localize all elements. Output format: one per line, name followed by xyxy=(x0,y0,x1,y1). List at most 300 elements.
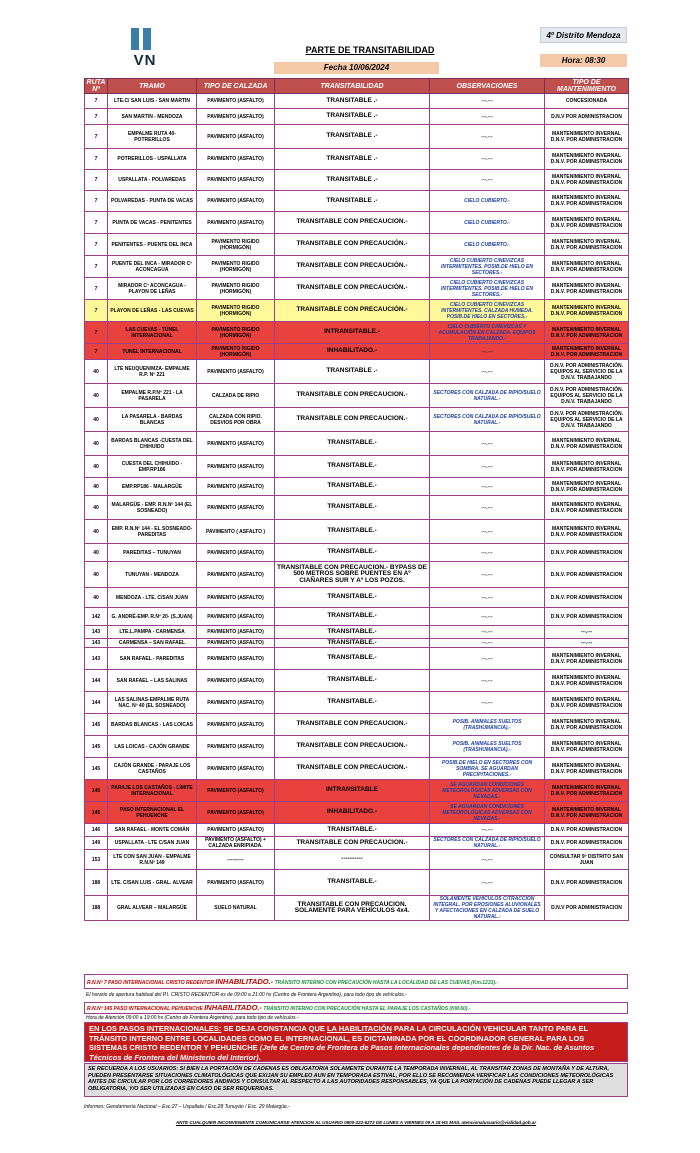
section-cell: TUNUYAN - MENDOZA xyxy=(108,562,197,588)
table-row xyxy=(85,639,629,648)
note-pehuenche-status: INHABILITADO.- xyxy=(204,1003,262,1012)
transitability-cell: TRANSITABLE .- xyxy=(275,360,430,384)
transitability-cell: INHABILITADO.- xyxy=(275,344,430,360)
observations-cell: ---.--- xyxy=(430,562,545,588)
surface-cell: PAVIMENTO ( ASFALTO ) xyxy=(197,520,275,544)
note-cristo-redentor-status: INHABILITADO.- xyxy=(215,977,274,986)
table-row xyxy=(85,896,629,921)
surface-cell: PAVIMENTO RIGIDO (HORMIGÓN) xyxy=(197,278,275,300)
section-cell: LTE NEUQUEN/MZA- EMPALME R.P. Nº 221 xyxy=(108,360,197,384)
surface-cell: PAVIMENTO RIGIDO (HORMIGÓN) xyxy=(197,256,275,278)
transitability-cell: TRANSITABLE CON PRECAUCION.- xyxy=(275,384,430,408)
district-label: 4º Distrito Mendoza xyxy=(540,27,627,43)
transitability-cell: TRANSITABLE CON PRECAUCIÓN.- xyxy=(275,300,430,322)
section-cell: GRAL ALVEAR – MALARGÜE xyxy=(108,896,197,921)
observations-cell: ---.--- xyxy=(430,648,545,670)
maintenance-cell: D.N.V. POR ADMINISTRACION xyxy=(545,588,629,608)
route-cell: 40 xyxy=(85,520,108,544)
surface-cell: CALZADA CON RIPIO. DESVIOS POR OBRA xyxy=(197,408,275,432)
observations-cell: CIELO CUBIERTO.- xyxy=(430,234,545,256)
surface-cell: PAVIMENTO (ASFALTO) xyxy=(197,170,275,191)
vialidad-logo xyxy=(128,28,162,70)
report-header xyxy=(0,0,700,78)
transitability-cell: TRANSITABLE CON PRECAUCION.- xyxy=(275,758,430,780)
transitability-cell: TRANSITABLE CON PRECAUCION. SOLAMENTE PARA VEHÍCULOS 4x4. xyxy=(275,896,430,921)
maintenance-cell: MANTENIMIENTO INVERNAL D.N.V. POR ADMINISTRACION xyxy=(545,170,629,191)
table-row xyxy=(85,758,629,780)
section-cell: CUESTA DEL CHIHUIDO - EMP.RP186 xyxy=(108,456,197,478)
maintenance-cell: D.N.V. POR ADMINISTRACION xyxy=(545,870,629,896)
section-cell: SAN RAFAEL - PAREDITAS xyxy=(108,648,197,670)
observations-cell: CIELO CUBIERTO C/NEVIZCAS INTERMITENTES. POSIB.DE HIELO EN SECTORES.- xyxy=(430,256,545,278)
maintenance-cell: CONCESIONADA xyxy=(545,94,629,109)
surface-cell: PAVIMENTO (ASFALTO) xyxy=(197,626,275,639)
route-cell: 146 xyxy=(85,824,108,837)
note-pehuenche-hours: Hora de Atención 09:00 a 19:00 hs (Centro de Frontera Argentino), para todo tipo de vehículos.- xyxy=(86,1015,299,1021)
surface-cell: PAVIMENTO (ASFALTO) xyxy=(197,212,275,234)
table-row xyxy=(85,626,629,639)
maintenance-cell: MANTENIMIENTO INVERNAL D.N.V. POR ADMINISTRACION xyxy=(545,344,629,360)
transitability-cell: INTRANSITABLE.- xyxy=(275,322,430,344)
observations-cell: POSIB. ANIMALES SUELTOS (TRASHUMANCIA).- xyxy=(430,714,545,736)
route-cell: 40 xyxy=(85,384,108,408)
transitability-cell: TRANSITABLE.- xyxy=(275,648,430,670)
route-cell: 40 xyxy=(85,456,108,478)
observations-cell: ---.--- xyxy=(430,170,545,191)
route-cell: 40 xyxy=(85,360,108,384)
table-row xyxy=(85,648,629,670)
maintenance-cell: ---.--- xyxy=(545,639,629,648)
route-cell: 40 xyxy=(85,432,108,456)
observations-cell: ---.--- xyxy=(430,456,545,478)
observations-cell: CIELO CUBIERTO C/NEVIZCAS INTERMITENTES. POSIB.DE HIELO EN SECTORES.- xyxy=(430,278,545,300)
section-cell: POLVAREDAS - PUNTA DE VACAS xyxy=(108,191,197,212)
section-cell: PLAYON DE LEÑAS - LAS CUEVAS xyxy=(108,300,197,322)
table-row xyxy=(85,588,629,608)
note-cristo-redentor-route: R.N.Nº 7 PASO INTERNACIONAL CRISTO REDENTOR xyxy=(87,980,216,986)
section-cell: MALARGÜE - EMP. R.N.Nº 144 (EL SOSNEADO) xyxy=(108,496,197,520)
maintenance-cell: D.N.V. POR ADMINISTRACION xyxy=(545,544,629,562)
route-cell: 7 xyxy=(85,149,108,170)
table-row xyxy=(85,109,629,125)
route-cell: 7 xyxy=(85,94,108,109)
transitability-cell: TRANSITABLE .- xyxy=(275,125,430,149)
note-passes-heading: EN LOS PASOS INTERNACIONALES: xyxy=(89,1024,222,1033)
section-cell: PAREDITAS – TUNUYAN xyxy=(108,544,197,562)
logo-text: VN xyxy=(133,52,157,69)
observations-cell: SOLAMENTE VEHÍCULOS C/TRACCIÓN INTEGRAL. POR EROSIONES ALUVIONALES Y AFECTACIONES EN CALZADA DE SUELO NATURAL.- xyxy=(430,896,545,921)
report-date: Fecha 10/06/2024 xyxy=(274,62,439,74)
transitability-cell: TRANSITABLE.- xyxy=(275,456,430,478)
maintenance-cell: D.N.V. POR ADMINISTRACIÓN. EQUIPOS AL SERVICIO DE LA D.N.V. TRABAJANDO xyxy=(545,408,629,432)
note-pehuenche-route: R.N.Nº 145 PASO INTERNACIONAL PEHUENCHE xyxy=(87,1006,205,1012)
observations-cell: ---.--- xyxy=(430,432,545,456)
table-body xyxy=(85,94,629,921)
maintenance-cell: MANTENIMIENTO INVERNAL D.N.V. POR ADMINISTRACION xyxy=(545,322,629,344)
surface-cell: PAVIMENTO (ASFALTO) + CALZADA ENRIPIADA. xyxy=(197,837,275,850)
note-passes-text-1: SE DEJA CONSTANCIA QUE xyxy=(221,1024,327,1033)
note-cristo-redentor-detail: TRÁNSITO INTERNO CON PRECAUCIÓN HASTA LA LOCALIDAD DE LAS CUEVAS (Km.1233).- xyxy=(273,980,499,986)
transitability-cell: TRANSITABLE CON PRECAUCION.- BYPASS DE 500 METROS SOBRE PUENTES EN Aº CIAÑARES SUR Y Aº LOS POZOS. xyxy=(275,562,430,588)
route-cell: 7 xyxy=(85,344,108,360)
table-row xyxy=(85,837,629,850)
col-transitabilidad: TRANSITABILIDAD xyxy=(275,79,430,94)
surface-cell: PAVIMENTO (ASFALTO) xyxy=(197,544,275,562)
section-cell: EMPALME R.P.Nº 221 - LA PASARELA xyxy=(108,384,197,408)
section-cell: MIRADOR Cº ACONCAGUA - PLAYON DE LEÑAS xyxy=(108,278,197,300)
transitability-cell: TRANSITABLE .- xyxy=(275,94,430,109)
surface-cell: PAVIMENTO (ASFALTO) xyxy=(197,191,275,212)
note-passes-text-2: PARA LA CIRCULACIÓN VEHICULAR TANTO PARA EL TRÁNSITO INTERNO ENTRE LOCALIDADES COMO EL INTERNACIONAL, ES DICTAMINADA POR EL COORDINADOR GENERAL PARA LOS SISTEMAS CRISTO REDENTOR Y PEHUENCHE xyxy=(89,1024,588,1052)
observations-cell: ---.--- xyxy=(430,520,545,544)
section-cell: PASO INTERNACIONAL EL PEHUENCHE xyxy=(108,802,197,824)
col-tramo: TRAMO xyxy=(108,79,197,94)
table-row xyxy=(85,478,629,496)
maintenance-cell: D.N.V. POR ADMINISTRACIÓN. EQUIPOS AL SERVICIO DE LA D.N.V. TRABAJANDO xyxy=(545,384,629,408)
surface-cell: PAVIMENTO (ASFALTO) xyxy=(197,780,275,802)
note-contact[interactable]: ANTE CUALQUIER INCONVENIENTE COMUNICARSE ATENCION AL USUARIO 0800-222-6272 DE LUNES A VIERNES 09 A 18 HS MAIL atencionalusuario@vialidad.gob.ar xyxy=(175,1120,537,1125)
route-cell: 7 xyxy=(85,109,108,125)
section-cell: TUNEL INTERNACIONAL xyxy=(108,344,197,360)
observations-cell: ---.--- xyxy=(430,94,545,109)
observations-cell: ---.--- xyxy=(430,344,545,360)
route-cell: 143 xyxy=(85,648,108,670)
route-cell: 143 xyxy=(85,639,108,648)
table-row xyxy=(85,670,629,692)
transitability-cell: TRANSITABLE.- xyxy=(275,670,430,692)
surface-cell: PAVIMENTO RIGIDO (HORMIGÓN) xyxy=(197,322,275,344)
section-cell: BARDAS BLANCAS - LAS LOICAS xyxy=(108,714,197,736)
page-title: PARTE DE TRANSITABILIDAD xyxy=(305,45,435,55)
surface-cell: ---------- xyxy=(197,850,275,870)
surface-cell: PAVIMENTO (ASFALTO) xyxy=(197,648,275,670)
transitability-table xyxy=(84,78,629,921)
table-row xyxy=(85,870,629,896)
note-pehuenche xyxy=(84,1002,628,1014)
transitability-cell: TRANSITABLE .- xyxy=(275,191,430,212)
note-passes-end: . xyxy=(258,1052,261,1062)
maintenance-cell: MANTENIMIENTO INVERNAL D.N.V. POR ADMINISTRACION xyxy=(545,478,629,496)
maintenance-cell: MANTENIMIENTO INVERNAL D.N.V. POR ADMINISTRACION xyxy=(545,520,629,544)
transitability-cell: TRANSITABLE.- xyxy=(275,432,430,456)
observations-cell: POSIB.DE HIELO EN SECTORES CON SOMBRA. SE AGUARDAN PRECIPITACIONES.- xyxy=(430,758,545,780)
observations-cell: ---.--- xyxy=(430,588,545,608)
observations-cell: ---.--- xyxy=(430,109,545,125)
observations-cell: ---.--- xyxy=(430,125,545,149)
note-passes-habilitacion: LA HABILITACIÓN xyxy=(326,1024,392,1033)
table-row xyxy=(85,360,629,384)
table-row xyxy=(85,384,629,408)
col-observaciones: OBSERVACIONES xyxy=(430,79,545,94)
transitability-cell: TRANSITABLE.- xyxy=(275,870,430,896)
maintenance-cell: ---.--- xyxy=(545,626,629,639)
maintenance-cell: MANTENIMIENTO INVERNAL D.N.V. POR ADMINISTRACION xyxy=(545,496,629,520)
table-row xyxy=(85,802,629,824)
col-ruta: RUTA Nº xyxy=(85,79,108,94)
table-row xyxy=(85,432,629,456)
table-row xyxy=(85,170,629,191)
route-cell: 40 xyxy=(85,588,108,608)
maintenance-cell: MANTENIMIENTO INVERNAL D.N.V. POR ADMINISTRACION xyxy=(545,736,629,758)
section-cell: SAN RAFAEL - MONTE COMÁN xyxy=(108,824,197,837)
col-calzada: TIPO DE CALZADA xyxy=(197,79,275,94)
surface-cell: PAVIMENTO (ASFALTO) xyxy=(197,432,275,456)
route-cell: 7 xyxy=(85,212,108,234)
surface-cell: PAVIMENTO RIGIDO (HORMIGÓN) xyxy=(197,234,275,256)
route-cell: 145 xyxy=(85,758,108,780)
surface-cell: PAVIMENTO (ASFALTO) xyxy=(197,456,275,478)
maintenance-cell: MANTENIMIENTO INVERNAL D.N.V. POR ADMINISTRACION xyxy=(545,648,629,670)
transitability-cell: TRANSITABLE.- xyxy=(275,626,430,639)
section-cell: LTE.L.PAMPA - CARMENSA xyxy=(108,626,197,639)
transitability-cell: TRANSITABLE.- xyxy=(275,824,430,837)
maintenance-cell: CONSULTAR 9º DISTRITO SAN JUAN xyxy=(545,850,629,870)
observations-cell: ---.--- xyxy=(430,639,545,648)
table-row xyxy=(85,736,629,758)
route-cell: 7 xyxy=(85,170,108,191)
surface-cell: PAVIMENTO (ASFALTO) xyxy=(197,714,275,736)
note-international-passes xyxy=(84,1022,628,1062)
transitability-cell: TRANSITABLE CON PRECAUCION.- xyxy=(275,736,430,758)
table-row xyxy=(85,212,629,234)
table-row xyxy=(85,456,629,478)
route-cell: 7 xyxy=(85,322,108,344)
route-cell: 40 xyxy=(85,562,108,588)
maintenance-cell: MANTENIMIENTO INVERNAL D.N.V. POR ADMINISTRACION xyxy=(545,278,629,300)
observations-cell: CIELO CUBIERTO.- xyxy=(430,212,545,234)
surface-cell: PAVIMENTO (ASFALTO) xyxy=(197,360,275,384)
observations-cell: CIELO CUBIERTO C/NEVIZCAS INTERMITENTES. CALZADA HUMEDA. POSIB.DE HIELO EN SECTORES.- xyxy=(430,300,545,322)
maintenance-cell: MANTENIMIENTO INVERNAL D.N.V. POR ADMINISTRACION xyxy=(545,191,629,212)
table-row xyxy=(85,496,629,520)
surface-cell: PAVIMENTO (ASFALTO) xyxy=(197,692,275,714)
observations-cell: SECTORES CON CALZADA DE RIPIO/SUELO NATURAL.- xyxy=(430,384,545,408)
surface-cell: PAVIMENTO (ASFALTO) xyxy=(197,562,275,588)
transitability-cell: TRANSITABLE .- xyxy=(275,109,430,125)
section-cell: SAN RAFAEL – LAS SALINAS xyxy=(108,670,197,692)
route-cell: 153 xyxy=(85,850,108,870)
maintenance-cell: D.N.V POR ADMINISTRACION xyxy=(545,896,629,921)
surface-cell: PAVIMENTO (ASFALTO) xyxy=(197,870,275,896)
transitability-cell: TRANSITABLE.- xyxy=(275,639,430,648)
table-row xyxy=(85,191,629,212)
section-cell: EMPALME RUTA 40- POTRERILLOS xyxy=(108,125,197,149)
table-row xyxy=(85,520,629,544)
route-cell: 40 xyxy=(85,478,108,496)
col-mantenimiento: TIPO DE MANTENIMIENTO xyxy=(545,79,629,94)
table-header-row xyxy=(85,79,629,94)
table-row xyxy=(85,322,629,344)
section-cell: LA PASARELA - BARDAS BLANCAS xyxy=(108,408,197,432)
transitability-cell: TRANSITABLE CON PRECAUCION.- xyxy=(275,837,430,850)
surface-cell: PAVIMENTO RIGIDO (HORMIGÓN) xyxy=(197,344,275,360)
table-row xyxy=(85,824,629,837)
observations-cell: POSIB. ANIMALES SUELTOS (TRASHUMANCIA).- xyxy=(430,736,545,758)
section-cell: EMP. R.N.Nº 144 - EL SOSNEADO- PAREDITAS xyxy=(108,520,197,544)
route-cell: 143 xyxy=(85,626,108,639)
maintenance-cell: MANTENIMIENTO INVERNAL D.N.V. POR ADMINISTRACION xyxy=(545,758,629,780)
maintenance-cell: MANTENIMIENTO INVERNAL D.N.V. POR ADMINISTRACION xyxy=(545,149,629,170)
route-cell: 7 xyxy=(85,234,108,256)
section-cell: PARAJE LOS CASTAÑOS - LÍMITE INTERNACIONAL xyxy=(108,780,197,802)
surface-cell: PAVIMENTO (ASFALTO) xyxy=(197,758,275,780)
observations-cell: CIELO CUBIERTO C/NEVIZCAS Y ACUMULACIÓN EN CALZADA. EQUIPOS TRABAJANDO.- xyxy=(430,322,545,344)
surface-cell: PAVIMENTO (ASFALTO) xyxy=(197,125,275,149)
maintenance-cell: MANTENIMIENTO INVERNAL D.N.V. POR ADMINISTRACION xyxy=(545,456,629,478)
section-cell: PUNTA DE VACAS - PENITENTES xyxy=(108,212,197,234)
table-row xyxy=(85,344,629,360)
maintenance-cell: MANTENIMIENTO INVERNAL D.N.V. POR ADMINISTRACION xyxy=(545,125,629,149)
maintenance-cell: MANTENIMIENTO INVERNAL D.N.V. POR ADMINISTRACION xyxy=(545,234,629,256)
transitability-cell: TRANSITABLE CON PRECAUCIÓN.- xyxy=(275,234,430,256)
section-cell: LAS SALINAS-EMPALME RUTA NAC. Nº 40 (EL SOSNEADO) xyxy=(108,692,197,714)
surface-cell: PAVIMENTO (ASFALTO) xyxy=(197,802,275,824)
table-row xyxy=(85,94,629,109)
surface-cell: SUELO NATURAL xyxy=(197,896,275,921)
maintenance-cell: D.N.V. POR ADMINISTRACION xyxy=(545,608,629,626)
section-cell: USPALLATA - POLVAREDAS xyxy=(108,170,197,191)
surface-cell: PAVIMENTO (ASFALTO) xyxy=(197,670,275,692)
table-row xyxy=(85,780,629,802)
transitability-cell: TRANSITABLE .- xyxy=(275,149,430,170)
section-cell: LTE CON SAN JUAN - EMPALME R.N.Nº 149 xyxy=(108,850,197,870)
section-cell: CARMENSA – SAN RAFAEL xyxy=(108,639,197,648)
route-cell: 188 xyxy=(85,896,108,921)
section-cell: LTE. C/SAN LUIS - GRAL. ALVEAR xyxy=(108,870,197,896)
logo-mark xyxy=(131,28,159,50)
route-cell: 149 xyxy=(85,837,108,850)
transitability-cell: TRANSITABLE .- xyxy=(275,170,430,191)
transitability-cell: INHABILITADO.- xyxy=(275,802,430,824)
route-cell: 145 xyxy=(85,780,108,802)
observations-cell: ---.--- xyxy=(430,149,545,170)
transitability-cell: TRANSITABLE CON PRECAUCION.- xyxy=(275,714,430,736)
surface-cell: PAVIMENTO (ASFALTO) xyxy=(197,639,275,648)
note-cristo-redentor xyxy=(84,974,628,989)
route-cell: 40 xyxy=(85,408,108,432)
route-cell: 145 xyxy=(85,802,108,824)
transitability-cell: TRANSITABLE CON PRECAUCIÓN.- xyxy=(275,278,430,300)
maintenance-cell: D.N.V. POR ADMINISTRACION xyxy=(545,837,629,850)
maintenance-cell: MANTENIMIENTO INVERNAL D.N.V. POR ADMINISTRACION xyxy=(545,256,629,278)
table-row xyxy=(85,692,629,714)
transitability-cell: ---------- xyxy=(275,850,430,870)
surface-cell: PAVIMENTO (ASFALTO) xyxy=(197,824,275,837)
section-cell: USPALLATA - LTE C/SAN JUAN xyxy=(108,837,197,850)
table-row xyxy=(85,714,629,736)
note-passes-authority: (Jefe de Centro de Frontera de Pasos Internacionales dependientes de la Dir. Nac. de Asuntos Técnicos de Frontera del Ministerio del Interior) xyxy=(89,1043,595,1062)
transitability-cell: TRANSITABLE.- xyxy=(275,588,430,608)
route-cell: 142 xyxy=(85,608,108,626)
table-row xyxy=(85,544,629,562)
section-cell: G. ANDRÉ-EMP. R.Nº 20- (S.JUAN) xyxy=(108,608,197,626)
route-cell: 7 xyxy=(85,125,108,149)
observations-cell: ---.--- xyxy=(430,544,545,562)
table-row xyxy=(85,278,629,300)
observations-cell: ---.--- xyxy=(430,824,545,837)
surface-cell: PAVIMENTO (ASFALTO) xyxy=(197,736,275,758)
maintenance-cell: MANTENIMIENTO INVERNAL D.N.V. POR ADMINISTRACION xyxy=(545,714,629,736)
observations-cell: CIELO CUBIERTO.- xyxy=(430,191,545,212)
transitability-cell: TRANSITABLE CON PRECAUCION.- xyxy=(275,212,430,234)
note-cristo-redentor-hours: El horario de apertura habitual del P.I. CRISTO REDENTOR es de 09:00 a 21:00 hs (Centro de Frontera Argentino), para todo tipo de vehículos.- xyxy=(86,992,407,998)
section-cell: LAS LOICAS - CAJÓN GRANDE xyxy=(108,736,197,758)
maintenance-cell: D.N.V. POR ADMINISTRACION xyxy=(545,562,629,588)
surface-cell: PAVIMENTO (ASFALTO) xyxy=(197,608,275,626)
table-row xyxy=(85,234,629,256)
maintenance-cell: MANTENIMIENTO INVERNAL D.N.V. POR ADMINISTRACION xyxy=(545,300,629,322)
route-cell: 145 xyxy=(85,736,108,758)
observations-cell: ---.--- xyxy=(430,670,545,692)
observations-cell: ---.--- xyxy=(430,496,545,520)
maintenance-cell: MANTENIMIENTO INVERNAL D.N.V. POR ADMINISTRACION xyxy=(545,692,629,714)
table-row xyxy=(85,850,629,870)
observations-cell: ---.--- xyxy=(430,608,545,626)
section-cell: BARDAS BLANCAS -CUESTA DEL CHIHUIDO xyxy=(108,432,197,456)
report-time: Hora: 08:30 xyxy=(540,54,627,67)
route-cell: 7 xyxy=(85,300,108,322)
transitability-cell: TRANSITABLE.- xyxy=(275,520,430,544)
maintenance-cell: MANTENIMIENTO INVERNAL D.N.V. POR ADMINISTRACION xyxy=(545,432,629,456)
section-cell: PENITENTES - PUENTE DEL INCA xyxy=(108,234,197,256)
section-cell: PUENTE DEL INCA - MIRADOR Cº ACONCAGUA xyxy=(108,256,197,278)
note-reports-source: Informes: Gendarmería Nacional – Esc.27 – Uspallata / Esc.28 Tunuyán / Esc. 29 Malargüe.- xyxy=(84,1104,290,1110)
section-cell: LAS CUEVAS - TÚNEL INTERNACIONAL xyxy=(108,322,197,344)
observations-cell: ---.--- xyxy=(430,870,545,896)
section-cell: MENDOZA - LTE. C/SAN JUAN xyxy=(108,588,197,608)
observations-cell: SE AGUARDAN CONDICIONES METEOROLÓGICAS ADVERSAS CON NEVADAS.- xyxy=(430,780,545,802)
table-row xyxy=(85,149,629,170)
note-chains-reminder: SE RECUERDA A LOS USUARIOS: SI BIEN LA PORTACIÓN DE CADENAS ES OBLIGATORIA SOLAMENTE DURANTE LA TEMPORADA INVERNAL, AL TRANSITAR ZONAS DE MONTAÑA Y DE ALTURA, PUEDEN PRESENTARSE SITUACIONES CLIMATOLÓGICAS QUE EXIJAN SU EMPLEO AUN EN TEMPORADA ESTIVAL, POR ELLO SE RECOMIENDA VERIFICAR LAS CONDICIONES METEOROLÓGICAS ANTES DE CIRCULAR POR LOS CORREDORES ANDINOS Y CONSULTAR AL RESPECTO A LAS AUTORIDADES RESPONSABLES, YA QUE LA PORTACIÓN DE CADENAS PUEDE LLEGAR A SER OBLIGATORIA, Y/O SER UTILIZADAS EN CASO DE SER REQUERIDAS. xyxy=(84,1063,628,1097)
maintenance-cell: MANTENIMIENTO INVERNAL D.N.V. POR ADMINISTRACION xyxy=(545,670,629,692)
section-cell: POTRERILLOS - USPALLATA xyxy=(108,149,197,170)
section-cell: CAJÓN GRANDE - PARAJE LOS CASTAÑOS xyxy=(108,758,197,780)
transitability-cell: TRANSITABLE.- xyxy=(275,478,430,496)
observations-cell: ---.--- xyxy=(430,478,545,496)
surface-cell: PAVIMENTO (ASFALTO) xyxy=(197,94,275,109)
section-cell: LTE.C/ SAN LUIS - SAN MARTIN xyxy=(108,94,197,109)
observations-cell: ---.--- xyxy=(430,360,545,384)
surface-cell: PAVIMENTO RIGIDO (HORMIGÓN) xyxy=(197,300,275,322)
maintenance-cell: D.N.V. POR ADMINISTRACION xyxy=(545,824,629,837)
observations-cell: SECTORES CON CALZADA DE RIPIO/SUELO NATURAL.- xyxy=(430,837,545,850)
observations-cell: ---.--- xyxy=(430,850,545,870)
table-row xyxy=(85,125,629,149)
transitability-cell: TRANSITABLE.- xyxy=(275,608,430,626)
route-cell: 145 xyxy=(85,714,108,736)
route-cell: 7 xyxy=(85,278,108,300)
transitability-cell: INTRANSITABLE xyxy=(275,780,430,802)
table-row xyxy=(85,608,629,626)
maintenance-cell: D.N.V POR ADMINISTRACION xyxy=(545,109,629,125)
route-cell: 40 xyxy=(85,544,108,562)
route-cell: 144 xyxy=(85,670,108,692)
transitability-cell: TRANSITABLE.- xyxy=(275,692,430,714)
surface-cell: PAVIMENTO (ASFALTO) xyxy=(197,109,275,125)
route-cell: 7 xyxy=(85,256,108,278)
route-cell: 188 xyxy=(85,870,108,896)
note-pehuenche-detail: TRÁNSITO INTERNO CON PRECAUCIÓN HASTA EL PARAJE LOS CASTAÑOS (KM.60).- xyxy=(262,1006,471,1012)
maintenance-cell: MANTENIMIENTO INVERNAL D.N.V. POR ADMINISTRACION xyxy=(545,212,629,234)
transitability-cell: TRANSITABLE.- xyxy=(275,496,430,520)
surface-cell: PAVIMENTO (ASFALTO) xyxy=(197,588,275,608)
maintenance-cell: MANTENIMIENTO INVERNAL D.N.V. POR ADMINISTRACION xyxy=(545,802,629,824)
section-cell: SAN MARTIN - MENDOZA xyxy=(108,109,197,125)
observations-cell: SE AGUARDAN CONDICIONES METEOROLÓGICAS ADVERSAS CON NEVADAS.- xyxy=(430,802,545,824)
observations-cell: SECTORES CON CALZADA DE RIPIO/SUELO NATURAL.- xyxy=(430,408,545,432)
table-row xyxy=(85,256,629,278)
maintenance-cell: D.N.V. POR ADMINISTRACIÓN. EQUIPOS AL SERVICIO DE LA D.N.V. TRABAJANDO xyxy=(545,360,629,384)
